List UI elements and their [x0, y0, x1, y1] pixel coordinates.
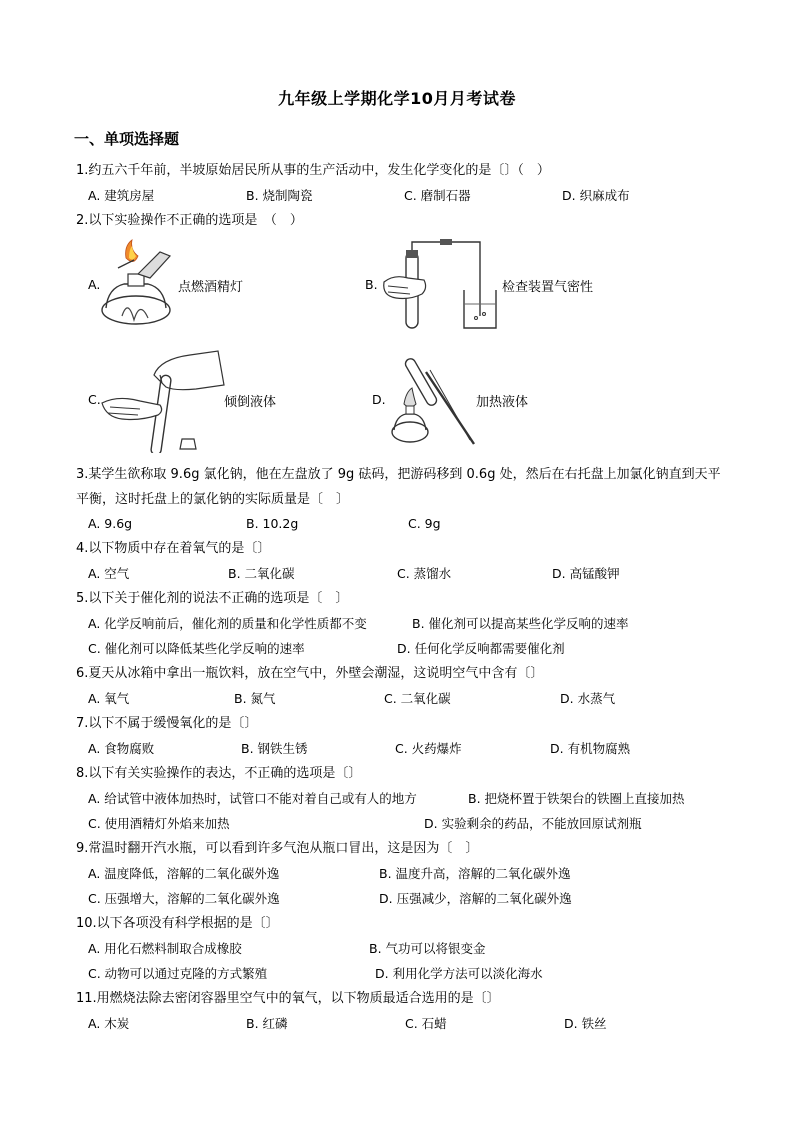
q11-option-d: D. 铁丝: [564, 1016, 607, 1031]
airtightness-apparatus-illustration: [380, 238, 500, 332]
q10-option-c: C. 动物可以通过克隆的方式繁殖: [88, 966, 268, 981]
q5-option-d: D. 任何化学反响都需要催化剂: [397, 641, 565, 656]
q3-option-a: A. 9.6g: [88, 516, 133, 531]
q6-option-c: C. 二氧化碳: [384, 691, 451, 706]
q2-figure-b-caption: 检查装置气密性: [502, 280, 594, 295]
q10-option-b: B. 气功可以将银变金: [369, 941, 486, 956]
q2-figure-a-caption: 点燃酒精灯: [178, 280, 244, 295]
q8-option-d: D. 实验剩余的药品，不能放回原试剂瓶: [424, 816, 642, 831]
section-heading: 一、单项选择题: [74, 130, 180, 148]
q7-option-d: D. 有机物腐熟: [550, 741, 631, 756]
question-3-stem: 3.某学生欲称取 9.6g 氯化钠，他在左盘放了 9g 砝码，把游码移到 0.6g 处，然后在右托盘上加氯化钠直到天平平衡，这时托盘上的氯化钠的实际质量是〔 〕: [76, 467, 721, 507]
q11-option-b: B. 红磷: [246, 1016, 288, 1031]
q10-option-a: A. 用化石燃料制取合成橡胶: [88, 941, 242, 956]
q6-option-a: A. 氧气: [88, 691, 130, 706]
pouring-liquid-illustration: [100, 345, 230, 453]
question-9-stem: 9.常温时翻开汽水瓶，可以看到许多气泡从瓶口冒出，这是因为〔 〕: [76, 841, 479, 856]
q1-option-d: D. 织麻成布: [562, 188, 630, 203]
q6-option-d: D. 水蒸气: [560, 691, 616, 706]
q3-option-c: C. 9g: [408, 516, 441, 531]
q9-option-b: B. 温度升高，溶解的二氧化碳外逸: [379, 866, 571, 881]
question-6-stem: 6.夏天从冰箱中拿出一瓶饮料，放在空气中，外壁会潮湿，这说明空气中含有〔〕: [76, 666, 544, 681]
question-8-stem: 8.以下有关实验操作的表达，不正确的选项是〔〕: [76, 766, 362, 781]
q4-option-d: D. 高锰酸钾: [552, 566, 620, 581]
q8-option-b: B. 把烧杯置于铁架台的铁圈上直接加热: [468, 791, 685, 806]
question-2-stem: 2.以下实验操作不正确的选项是 （ ）: [76, 213, 303, 228]
q7-option-b: B. 钢铁生锈: [241, 741, 308, 756]
q5-option-a: A. 化学反响前后，催化剂的质量和化学性质都不变: [88, 616, 367, 631]
q9-option-d: D. 压强减少，溶解的二氧化碳外逸: [379, 891, 572, 906]
q5-option-b: B. 催化剂可以提高某些化学反响的速率: [412, 616, 629, 631]
question-10-stem: 10.以下各项没有科学根据的是〔〕: [76, 916, 279, 931]
q2-figure-d-label: D.: [372, 392, 386, 407]
q10-option-d: D. 利用化学方法可以淡化海水: [375, 966, 543, 981]
q3-option-b: B. 10.2g: [246, 516, 299, 531]
q1-option-b: B. 烧制陶瓷: [246, 188, 313, 203]
q6-option-b: B. 氮气: [234, 691, 276, 706]
q1-option-c: C. 磨制石器: [404, 188, 471, 203]
q1-option-a: A. 建筑房屋: [88, 188, 155, 203]
q11-option-a: A. 木炭: [88, 1016, 130, 1031]
q4-option-b: B. 二氧化碳: [228, 566, 295, 581]
q4-option-a: A. 空气: [88, 566, 130, 581]
question-4-stem: 4.以下物质中存在着氧气的是〔〕: [76, 541, 271, 556]
q2-figure-d-caption: 加热液体: [476, 395, 529, 410]
heating-test-tube-illustration: [382, 352, 478, 448]
q4-option-c: C. 蒸馏水: [397, 566, 452, 581]
question-7-stem: 7.以下不属于缓慢氧化的是〔〕: [76, 716, 258, 731]
alcohol-lamp-illustration: [98, 238, 178, 332]
question-1-stem: 1.约五六千年前，半坡原始居民所从事的生产活动中，发生化学变化的是〔〕（ ）: [76, 163, 550, 178]
q11-option-c: C. 石蜡: [405, 1016, 447, 1031]
q8-option-c: C. 使用酒精灯外焰来加热: [88, 816, 230, 831]
q5-option-c: C. 催化剂可以降低某些化学反响的速率: [88, 641, 305, 656]
q2-figure-c-label: C.: [88, 392, 101, 407]
q2-figure-c-caption: 倾倒液体: [224, 395, 277, 410]
question-5-stem: 5.以下关于催化剂的说法不正确的选项是〔 〕: [76, 591, 349, 606]
q2-figure-b-label: B.: [365, 277, 378, 292]
q9-option-a: A. 温度降低，溶解的二氧化碳外逸: [88, 866, 280, 881]
q8-option-a: A. 给试管中液体加热时，试管口不能对着自己或有人的地方: [88, 791, 417, 806]
q7-option-c: C. 火药爆炸: [395, 741, 462, 756]
q9-option-c: C. 压强增大，溶解的二氧化碳外逸: [88, 891, 280, 906]
question-11-stem: 11.用燃烧法除去密闭容器里空气中的氧气，以下物质最适合选用的是〔〕: [76, 991, 500, 1006]
q7-option-a: A. 食物腐败: [88, 741, 155, 756]
q2-figure-a-label: A.: [88, 277, 101, 292]
page-title: 九年级上学期化学10月月考试卷: [278, 89, 516, 108]
